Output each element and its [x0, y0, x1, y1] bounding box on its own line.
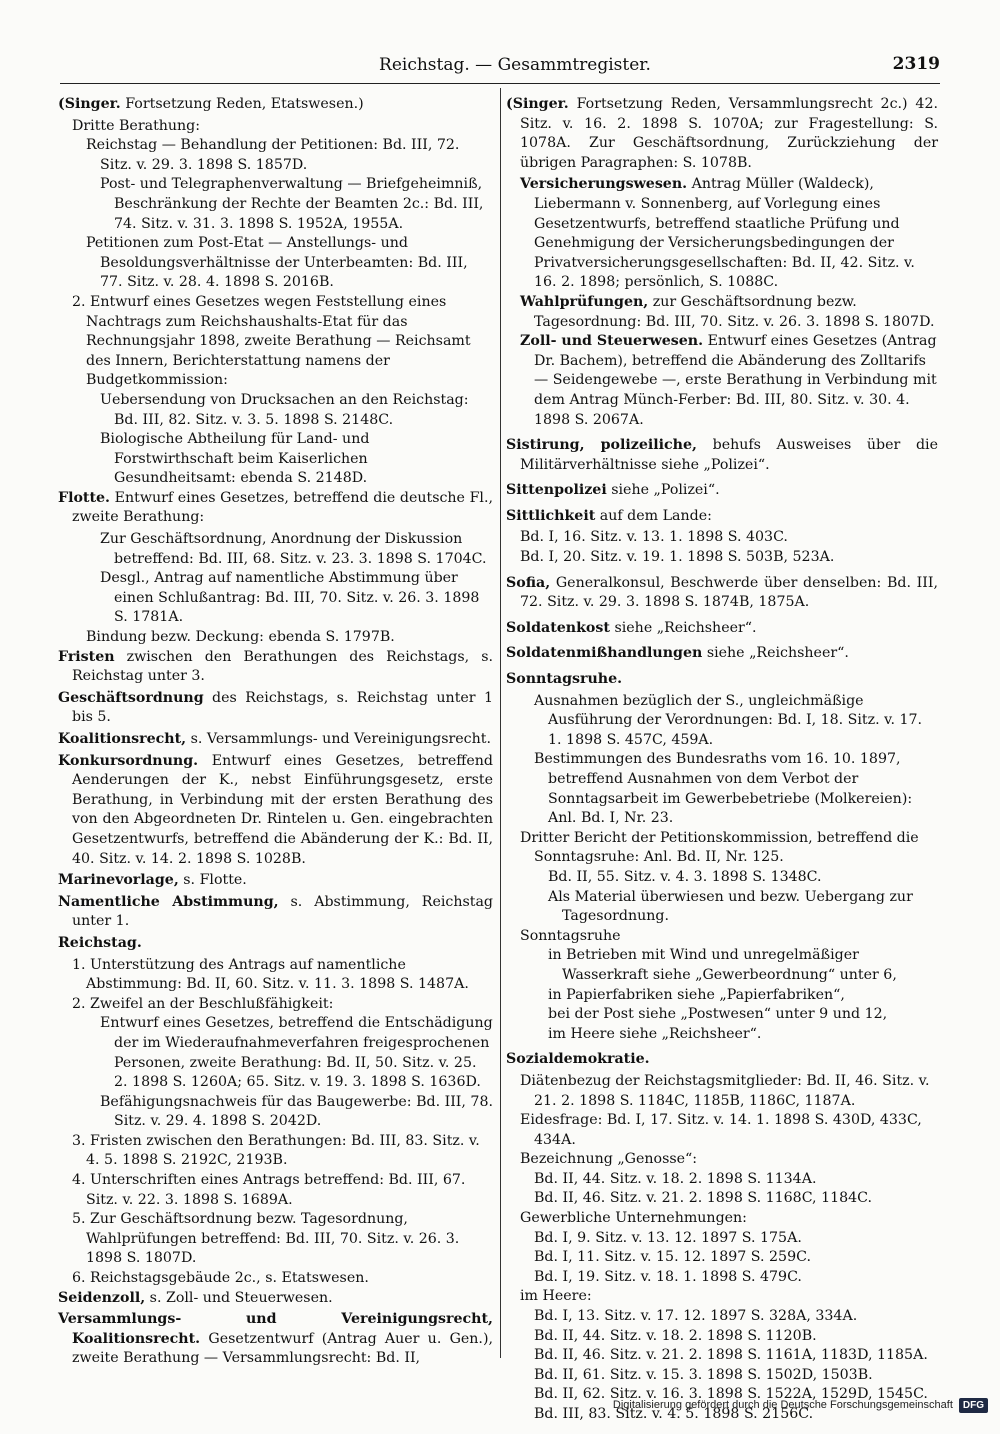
- entry-text: Bd. II, 46. Sitz. v. 21. 2. 1898 S. 1161A, 1183D, 1185A.: [534, 1347, 928, 1364]
- entry-text: Entwurf eines Gesetzes, betreffend Aenderungen der K., nebst Einführungsgesetz, erste Berathung, in Verbindung mit der ersten Berathung des von den Abgeordneten Dr. Rintelen u. Gen. eingebrachten Gesetzentwurfs, betreffend die Abänderung der K.: Bd. II, 40. Sitz. v. 14. 2. 1898 S. 1028B.: [72, 752, 493, 867]
- entry-text: des Reichstags, s. Reichstag unter 1 bis 5.: [72, 689, 493, 726]
- entry-text: Generalkonsul, Beschwerde über denselben: Bd. III, 72. Sitz. v. 29. 3. 1898 S. 1874B, 1875A.: [520, 574, 938, 611]
- index-entry: [506, 829, 938, 868]
- entry-text: in Betrieben mit Wind und unregelmäßiger Wasserkraft siehe „Gewerbeordnung“ unter 6,: [548, 947, 897, 983]
- entry-heading: Soldatenkost: [506, 619, 610, 636]
- entry-text: Bd. I, 16. Sitz. v. 13. 1. 1898 S. 403C.: [520, 529, 788, 546]
- index-entry: [58, 1289, 493, 1309]
- entry-text: Bd. I, 20. Sitz. v. 19. 1. 1898 S. 503B, 523A.: [520, 549, 835, 566]
- index-entry: [58, 752, 493, 870]
- entry-text: Bd. I, 11. Sitz. v. 15. 12. 1897 S. 259C.: [534, 1249, 811, 1266]
- entry-text: s. Zoll- und Steuerwesen.: [145, 1289, 333, 1306]
- index-entry: [58, 136, 493, 175]
- entry-text: 2. Zweifel an der Beschlußfähigkeit:: [72, 995, 334, 1012]
- entry-heading: Konkursordnung.: [58, 752, 199, 769]
- index-entry: [58, 1210, 493, 1269]
- index-entry: [506, 1366, 938, 1386]
- index-entry: [506, 888, 938, 927]
- entry-text: Bd. II, 62. Sitz. v. 16. 3. 1898 S. 1522A, 1529D, 1545C.: [534, 1386, 928, 1403]
- index-entry: [58, 1093, 493, 1132]
- entry-text: s. Abstimmung, Reichstag unter 1.: [72, 893, 493, 930]
- index-entry: [58, 1269, 493, 1289]
- entry-text: siehe „Polizei“.: [606, 482, 720, 499]
- index-entry: [506, 1268, 938, 1288]
- index-entry: [58, 489, 493, 528]
- right-column: [506, 95, 938, 1425]
- index-entry: [58, 934, 493, 954]
- entry-text: Post- und Telegraphenverwaltung — Briefgeheimniß, Beschränkung der Rechte der Beamten 2c.: Bd. III, 74. Sitz. v. 31. 3. 1898 S. 1952A, 1955A.: [100, 176, 484, 232]
- header-rule: [60, 83, 940, 84]
- index-entry: [58, 430, 493, 489]
- dfg-logo: DFG: [959, 1398, 988, 1413]
- entry-text: Desgl., Antrag auf namentliche Abstimmung über einen Schlußantrag: Bd. III, 70. Sitz. v. 26. 3. 1898 S. 1781A.: [100, 570, 480, 626]
- index-entry: [58, 995, 493, 1015]
- left-column: [58, 95, 493, 1371]
- entry-text: 2. Entwurf eines Gesetzes wegen Feststellung eines Nachtrags zum Reichshaushalts-Etat für das Rechnungsjahr 1898, zweite Berathung — Reichsamt des Innern, Berichterstattung namens der Budgetkommission:: [72, 293, 471, 389]
- entry-text: in Papierfabriken siehe „Papierfabriken“,: [548, 986, 845, 1003]
- entry-heading: Zoll- und Steuerwesen.: [520, 333, 704, 350]
- page-number: 2319: [892, 54, 940, 74]
- entry-text: Bestimmungen des Bundesraths vom 16. 10. 1897, betreffend Ausnahmen von dem Verbot der Sonntagsarbeit im Gewerbebetriebe (Molkereien): Anl. Bd. I, Nr. 23.: [534, 751, 913, 827]
- entry-text: Reichstag — Behandlung der Petitionen: Bd. III, 72. Sitz. v. 29. 3. 1898 S. 1857D.: [86, 137, 460, 173]
- index-entry: [58, 628, 493, 648]
- index-entry: [58, 175, 493, 234]
- entry-text: Diätenbezug der Reichstagsmitglieder: Bd. II, 46. Sitz. v. 21. 2. 1898 S. 1184C, 1185B, 1186C, 1187A.: [520, 1072, 930, 1109]
- entry-heading: Fristen: [58, 648, 115, 665]
- entry-heading: Wahlprüfungen,: [520, 293, 649, 310]
- index-entry: [506, 1025, 938, 1045]
- entry-text: Befähigungsnachweis für das Baugewerbe: Bd. III, 78. Sitz. v. 29. 4. 1898 S. 2042D.: [100, 1093, 493, 1130]
- index-entry: [506, 507, 938, 527]
- entry-text: 3. Fristen zwischen den Berathungen: Bd. III, 83. Sitz. v. 4. 5. 1898 S. 2192C, 2193B.: [72, 1132, 480, 1169]
- entry-text: Bezeichnung „Genosse“:: [520, 1151, 698, 1168]
- entry-heading: Sittenpolizei: [506, 482, 607, 499]
- entry-heading: Seidenzoll,: [58, 1289, 146, 1306]
- index-entry: [506, 1346, 938, 1366]
- entry-text: Bd. I, 9. Sitz. v. 13. 12. 1897 S. 175A.: [534, 1229, 802, 1246]
- entry-text: Dritte Berathung:: [72, 117, 201, 134]
- entry-text: Zur Geschäftsordnung, Anordnung der Diskussion betreffend: Bd. III, 68. Sitz. v. 23. 3. 1898 S. 1704C.: [100, 531, 487, 567]
- index-entry: [58, 234, 493, 293]
- index-entry: [506, 1307, 938, 1327]
- entry-heading: Sofia,: [506, 574, 551, 591]
- page-header: [90, 50, 940, 80]
- entry-text: siehe „Reichsheer“.: [702, 645, 849, 662]
- index-entry: [506, 1005, 938, 1025]
- entry-text: Bd. II, 46. Sitz. v. 21. 2. 1898 S. 1168C, 1184C.: [534, 1190, 873, 1207]
- index-entry: [58, 117, 493, 137]
- column-divider: [500, 88, 501, 1358]
- index-entry: [506, 175, 938, 293]
- entry-text: Dritter Bericht der Petitionskommission, betreffend die Sonntagsruhe: Anl. Bd. II, Nr. 125.: [520, 829, 919, 866]
- entry-text: Bd. II, 44. Sitz. v. 18. 2. 1898 S. 1134A.: [534, 1170, 817, 1187]
- footer-credit: Digitalisierung gefördert durch die Deutsche Forschungsgemeinschaft: [612, 1399, 953, 1411]
- entry-text: 4. Unterschriften eines Antrags betreffend: Bd. III, 67. Sitz. v. 22. 3. 1898 S. 1689A.: [72, 1172, 466, 1208]
- index-entry: [506, 692, 938, 751]
- index-entry: [506, 644, 938, 664]
- entry-text: Entwurf eines Gesetzes, betreffend die deutsche Fl., zweite Berathung:: [72, 489, 493, 526]
- index-entry: [58, 530, 493, 569]
- footer: [613, 1391, 988, 1419]
- index-entry: [506, 1150, 938, 1170]
- entry-text: Bd. I, 19. Sitz. v. 18. 1. 1898 S. 479C.: [534, 1268, 802, 1285]
- index-entry: [506, 868, 938, 888]
- index-entry: [506, 95, 938, 173]
- index-entry: [58, 1014, 493, 1092]
- index-entry: [58, 1310, 493, 1369]
- index-entry: [506, 1248, 938, 1268]
- entry-text: Bd. II, 44. Sitz. v. 18. 2. 1898 S. 1120B.: [534, 1327, 817, 1344]
- index-entry: [506, 548, 938, 568]
- entry-text: Petitionen zum Post-Etat — Anstellungs- und Besoldungsverhältnisse der Unterbeamten: Bd. III, 77. Sitz. v. 28. 4. 1898 S. 2016B.: [86, 235, 468, 291]
- index-entry: [58, 730, 493, 750]
- entry-text: behufs Ausweises über die Militärverhältnisse siehe „Polizei“.: [520, 437, 938, 473]
- entry-text: s. Flotte.: [178, 872, 247, 889]
- index-entry: [506, 1170, 938, 1190]
- entry-text: siehe „Reichsheer“.: [609, 619, 757, 636]
- index-entry: [506, 1327, 938, 1347]
- entry-heading: (Singer.: [506, 96, 569, 112]
- entry-text: Fortsetzung Reden, Etatswesen.): [120, 96, 364, 112]
- index-entry: [506, 528, 938, 548]
- entry-text: Entwurf eines Gesetzes (Antrag Dr. Bachem), betreffend die Abänderung des Zolltarifs — Seidengewebe —, erste Berathung in Verbindung mit dem Antrag Münch-Ferber: Bd. III, 80. Sitz. v. 30. 4. 1898 S. 2067A.: [534, 333, 937, 428]
- entry-heading: Marinevorlage,: [58, 872, 179, 889]
- index-entry: [506, 1111, 938, 1150]
- entry-heading: Soldatenmißhandlungen: [506, 645, 703, 662]
- entry-text: Antrag Müller (Waldeck), Liebermann v. Sonnenberg, auf Vorlegung eines Gesetzentwurfs, betreffend staatliche Prüfung und Genehmigung der Versicherungsbedingungen der Privatversicherungsgesellschaften: Bd. II, 42. Sitz. v. 16. 2. 1898; persönlich, S. 1088C.: [534, 176, 915, 291]
- entry-text: Als Material überwiesen und bezw. Uebergang zur Tagesordnung.: [548, 888, 913, 925]
- entry-text: im Heere siehe „Reichsheer“.: [548, 1025, 762, 1042]
- entry-heading: Sistirung, polizeiliche,: [506, 437, 697, 454]
- index-entry: [58, 1132, 493, 1171]
- index-entry: [506, 750, 938, 828]
- entry-heading: Flotte.: [58, 489, 110, 506]
- index-entry: [506, 481, 938, 501]
- index-entry: [58, 391, 493, 430]
- index-entry: [506, 619, 938, 639]
- index-entry: [506, 1287, 938, 1307]
- entry-heading: Versammlungs- und Vereinigungsrecht, Koalitionsrecht.: [58, 1311, 493, 1347]
- index-entry: [58, 293, 493, 391]
- index-entry: [506, 927, 938, 947]
- entry-text: Bd. I, 13. Sitz. v. 17. 12. 1897 S. 328A, 334A.: [534, 1308, 858, 1325]
- index-entry: [506, 670, 938, 690]
- index-entry: [58, 893, 493, 932]
- entry-heading: Sozialdemokratie.: [506, 1051, 650, 1068]
- index-entry: [58, 956, 493, 995]
- entry-text: 5. Zur Geschäftsordnung bezw. Tagesordnung, Wahlprüfungen betreffend: Bd. III, 70. Sitz. v. 26. 3. 1898 S. 1807D.: [72, 1211, 460, 1267]
- entry-heading: Geschäftsordnung: [58, 689, 204, 706]
- entry-text: Eidesfrage: Bd. I, 17. Sitz. v. 14. 1. 1898 S. 430D, 433C, 434A.: [520, 1112, 922, 1148]
- index-entry: [506, 1050, 938, 1070]
- index-entry: [506, 1189, 938, 1209]
- index-entry: [506, 946, 938, 985]
- index-entry: [58, 569, 493, 628]
- entry-text: Bindung bezw. Deckung: ebenda S. 1797B.: [86, 629, 395, 646]
- entry-text: Bd. II, 61. Sitz. v. 15. 3. 1898 S. 1502D, 1503B.: [534, 1366, 873, 1383]
- entry-text: Gewerbliche Unternehmungen:: [520, 1210, 747, 1227]
- entry-text: Ausnahmen bezüglich der S., ungleichmäßige Ausführung der Verordnungen: Bd. I, 18. Sitz. v. 17. 1. 1898 S. 457C, 459A.: [534, 692, 923, 748]
- entry-text: Gesetzentwurf (Antrag Auer u. Gen.), zweite Berathung — Versammlungsrecht: Bd. II,: [72, 1330, 493, 1367]
- entry-heading: Reichstag.: [58, 934, 142, 951]
- entry-text: Entwurf eines Gesetzes, betreffend die Entschädigung der im Wiederaufnahmeverfahren freigesprochenen Personen, zweite Berathung: Bd. II, 50. Sitz. v. 25. 2. 1898 S. 1260A; 65. Sitz. v. 19. 3. 1898 S. 1636D.: [100, 1015, 493, 1091]
- index-entry: [506, 574, 938, 613]
- index-entry: [506, 1072, 938, 1111]
- entry-heading: Sittlichkeit: [506, 507, 596, 524]
- entry-text: Bd. II, 55. Sitz. v. 4. 3. 1898 S. 1348C.: [548, 868, 822, 885]
- index-entry: [506, 436, 938, 475]
- index-entry: [506, 986, 938, 1006]
- index-entry: [58, 871, 493, 891]
- entry-heading: Namentliche Abstimmung,: [58, 893, 279, 910]
- entry-heading: Sonntagsruhe.: [506, 671, 623, 688]
- entry-text: Uebersendung von Drucksachen an den Reichstag: Bd. III, 82. Sitz. v. 3. 5. 1898 S. 2148C.: [100, 391, 469, 428]
- entry-text: Bd. III, 83. Sitz. v. 4. 5. 1898 S. 2156C.: [534, 1406, 814, 1422]
- entry-text: zwischen den Berathungen des Reichstags, s. Reichstag unter 3.: [72, 648, 493, 685]
- entry-heading: Koalitionsrecht,: [58, 731, 187, 747]
- index-entry: [58, 689, 493, 728]
- entry-text: bei der Post siehe „Postwesen“ unter 9 und 12,: [548, 1006, 888, 1023]
- index-entry: [58, 1171, 493, 1210]
- entry-text: s. Versammlungs- und Vereinigungsrecht.: [186, 731, 491, 747]
- index-entry: [58, 95, 493, 115]
- entry-heading: (Singer.: [58, 96, 121, 112]
- entry-text: auf dem Lande:: [595, 507, 712, 524]
- entry-text: Biologische Abtheilung für Land- und Forstwirthschaft beim Kaiserlichen Gesundheitsamt: ebenda S. 2148D.: [100, 431, 370, 487]
- running-title: Reichstag. — Gesammtregister.: [379, 55, 651, 75]
- entry-text: im Heere:: [520, 1288, 592, 1305]
- entry-text: 1. Unterstützung des Antrags auf namentliche Abstimmung: Bd. II, 60. Sitz. v. 11. 3. 1898 S. 1487A.: [72, 956, 469, 993]
- entry-text: Fortsetzung Reden, Versammlungsrecht 2c.) 42. Sitz. v. 16. 2. 1898 S. 1070A; zur Fragestellung: S. 1078A. Zur Geschäftsordnung, Zurückziehung der übrigen Paragraphen: S. 1078B.: [520, 96, 938, 171]
- entry-text: zur Geschäftsordnung bezw. Tagesordnung: Bd. III, 70. Sitz. v. 26. 3. 1898 S. 1807D.: [534, 293, 935, 330]
- index-entry: [506, 1209, 938, 1229]
- entry-heading: Versicherungswesen.: [520, 176, 688, 193]
- index-entry: [506, 1229, 938, 1249]
- index-entry: [58, 648, 493, 687]
- entry-text: Sonntagsruhe: [520, 927, 621, 944]
- entry-text: 6. Reichstagsgebäude 2c., s. Etatswesen.: [72, 1270, 369, 1287]
- index-entry: [506, 293, 938, 332]
- index-entry: [506, 332, 938, 430]
